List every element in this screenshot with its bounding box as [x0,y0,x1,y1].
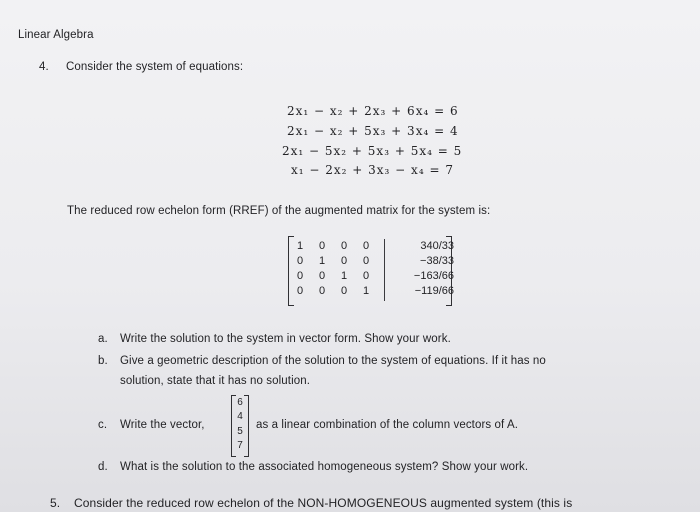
part-d-label: d. [98,461,108,473]
question-5-text: Consider the reduced row echelon of the NON-HOMOGENEOUS augmented system (this is [74,496,573,510]
matrix-cell-rhs: −163/66 [413,270,454,282]
part-a-text: Write the solution to the system in vector form. Show your work. [120,333,451,345]
part-c-text-after: as a linear combination of the column vectors of A. [256,419,519,431]
part-b-line-2: solution, state that it has no solution. [120,375,311,387]
matrix-cell: 0 [340,285,348,297]
course-title: Linear Algebra [18,29,94,41]
matrix-cell: 0 [362,240,370,252]
matrix-cell: 0 [296,255,304,267]
matrix-cell: 0 [362,255,370,267]
matrix-cell: 0 [340,255,348,267]
part-c-text-before: Write the vector, [120,419,205,431]
matrix-cell-rhs: −38/33 [420,255,454,267]
part-b-line-1: Give a geometric description of the solution to the system of equations. If it has no [120,355,546,367]
vector-entry: 7 [237,440,243,451]
part-b-label: b. [98,355,108,367]
matrix-cell-rhs: −119/66 [414,285,454,297]
equation-4: x₁ − 2x₂ + 3x₃ − x₄ = 7 [291,163,454,177]
augment-divider [384,239,385,301]
matrix-cell: 1 [340,270,348,282]
matrix-cell: 0 [318,285,326,297]
matrix-cell-rhs: 340/33 [420,240,454,252]
vector-entry: 4 [237,411,243,422]
question-4-prompt: Consider the system of equations: [66,61,244,73]
matrix-cell: 0 [362,270,370,282]
question-4-number: 4. [39,61,49,73]
matrix-cell: 0 [340,240,348,252]
rref-intro: The reduced row echelon form (RREF) of the augmented matrix for the system is: [67,205,491,217]
vector-entry: 5 [237,426,243,437]
part-c-label: c. [98,419,108,431]
part-a-label: a. [98,333,108,345]
matrix-cell: 1 [318,255,326,267]
matrix-cell: 0 [318,270,326,282]
matrix-cell: 1 [362,285,370,297]
matrix-cell: 0 [318,240,326,252]
matrix-cell: 0 [296,270,304,282]
matrix-cell: 0 [296,285,304,297]
rref-matrix [288,236,452,304]
equation-3: 2x₁ − 5x₂ + 5x₃ + 5x₄ = 5 [282,144,463,158]
matrix-cell: 1 [296,240,304,252]
equation-1: 2x₁ − x₂ + 2x₃ + 6x₄ = 6 [287,104,459,118]
vector-entry: 6 [237,397,243,408]
part-d-text: What is the solution to the associated homogeneous system? Show your work. [120,461,529,473]
question-5-number: 5. [50,496,61,510]
column-vector [231,395,249,455]
equation-2: 2x₁ − x₂ + 5x₃ + 3x₄ = 4 [287,124,459,138]
